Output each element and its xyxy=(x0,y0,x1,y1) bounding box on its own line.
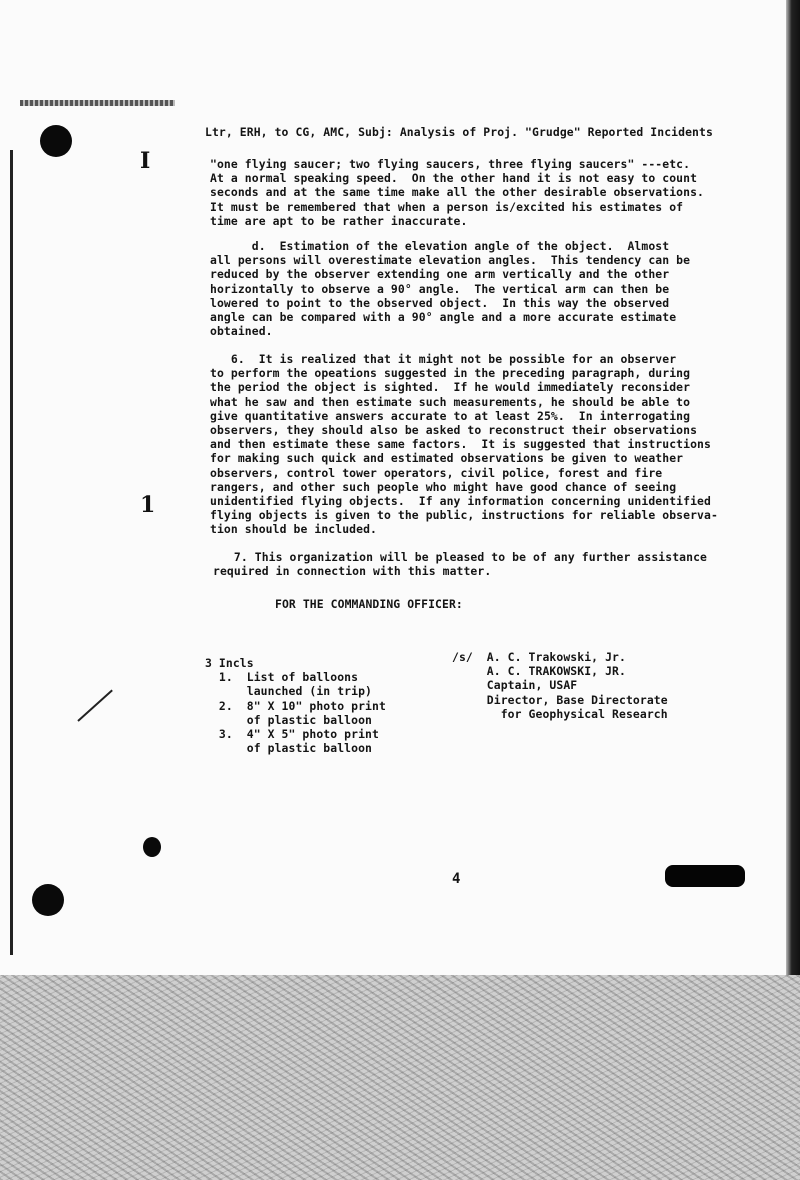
paragraph-6: 6. It is realized that it might not be possible for an observer to perform the opeations suggested in the preceding paragraph, during the period the object is sighted. If he would immediately reconsider what he saw and then estimate such measurements, he should be able to give quantitative answers accurate to at least 25%. In interrogating observers, they should also be asked to reconstruct their observations and then estimate these same factors. It is suggested that instructions for making such quick and estimated observations be given to weather observers, control tower operators, civil police, forest and fire rangers, and other such people who might have good chance of seeing unidentified flying objects. If any information concerning unidentified flying objects is given to the public, instructions for reliable observa- tion should be included. xyxy=(210,352,718,537)
punch-hole-top xyxy=(40,125,72,157)
closing-line: FOR THE COMMANDING OFFICER: xyxy=(275,597,463,611)
margin-mark: I xyxy=(140,148,151,174)
scan-artifact xyxy=(20,100,175,106)
page-number: 4 xyxy=(452,871,461,887)
pen-stroke xyxy=(77,689,113,721)
signature-block: /s/ A. C. Trakowski, Jr. A. C. TRAKOWSKI, JR. Captain, USAF Director, Base Directorate for Geophysical Research xyxy=(452,650,668,721)
scan-edge-left xyxy=(10,150,13,955)
paragraph-d: d. Estimation of the elevation angle of the object. Almost all persons will overestimate elevation angles. This tendency can be reduced by the observer extending one arm vertically and the other horizontally to observe a 90° angle. The vertical arm can then be lowered to point to the observed object. In this way the observed angle can be compared with a 90° angle and a more accurate estimate obtained. xyxy=(210,239,691,339)
ink-blot xyxy=(143,837,161,857)
redaction-mark xyxy=(665,865,745,887)
punch-hole-bottom xyxy=(32,884,64,916)
scan-edge-right xyxy=(786,0,800,985)
inclosures-list: 3 Incls 1. List of balloons launched (in trip) 2. 8" X 10" photo print of plastic balloon 3. 4" X 5" photo print of plastic balloon xyxy=(205,656,386,756)
margin-mark: 1 xyxy=(140,492,156,518)
paragraph-7: 7. This organization will be pleased to be of any further assistance required in connection with this matter. xyxy=(213,550,707,579)
scan-background xyxy=(0,975,800,1180)
subject-line: Ltr, ERH, to CG, AMC, Subj: Analysis of Proj. "Grudge" Reported Incidents xyxy=(205,125,713,139)
paragraph-continuation: "one flying saucer; two flying saucers, three flying saucers" ---etc. At a normal speaking speed. On the other hand it is not easy to count seconds and at the same time make all the other desirable observations. It must be remembered that when a person is/excited his estimates of time are apt to be rather inaccurate. xyxy=(210,157,704,228)
